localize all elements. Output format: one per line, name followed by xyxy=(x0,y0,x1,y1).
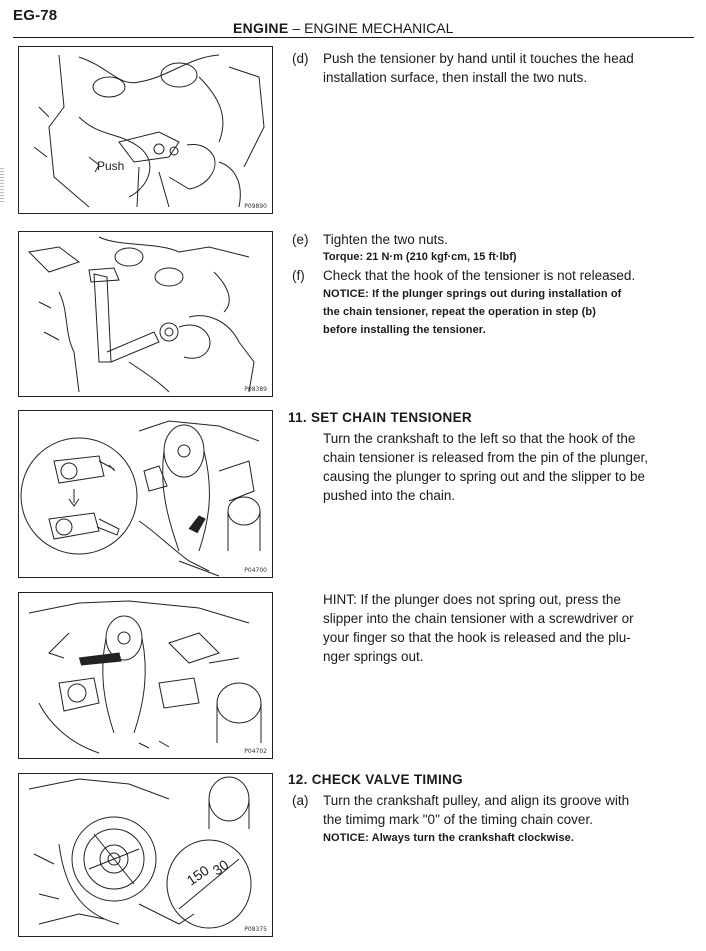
illustration-screwdriver xyxy=(19,593,272,758)
step-a-line2: the timimg mark "0" of the timing chain cover. xyxy=(323,812,593,827)
step-d-text xyxy=(323,49,673,87)
figure-code: P09890 xyxy=(244,203,267,210)
push-label: Push xyxy=(97,159,125,173)
step-d-line2: installation surface, then install the two nuts. xyxy=(323,70,588,85)
step-e-line: Tighten the two nuts. xyxy=(323,232,448,247)
hint-line4: nger springs out. xyxy=(323,649,424,664)
figure-code: P04700 xyxy=(244,567,267,574)
figure-code: P04702 xyxy=(244,748,267,755)
torque-spec: Torque: 21 N·m (210 kgf·cm, 15 ft·lbf) xyxy=(323,251,517,263)
header-sub: ENGINE MECHANICAL xyxy=(304,20,454,36)
step-e-text xyxy=(323,230,673,266)
hint-line3: your finger so that the hook is released and the plu- xyxy=(323,630,631,645)
notice-line3: before installing the tensioner. xyxy=(323,324,486,336)
notice-line1: NOTICE: If the plunger springs out during installation of xyxy=(323,288,622,300)
illustration-torque-wrench xyxy=(19,232,272,396)
step-d-letter: (d) xyxy=(292,51,309,66)
dial-mark-30: 30 xyxy=(209,856,232,879)
figure-set-chain-tensioner xyxy=(18,410,273,578)
illustration-crankshaft-pulley xyxy=(19,774,272,936)
notice-clockwise: NOTICE: Always turn the crankshaft clockwise. xyxy=(323,832,575,844)
hint-line1: HINT: If the plunger does not spring out, press the xyxy=(323,592,621,607)
step-f-text xyxy=(323,266,673,339)
section-11-heading: 11. SET CHAIN TENSIONER xyxy=(288,410,472,425)
hint-paragraph xyxy=(323,590,673,666)
step-e-letter: (e) xyxy=(292,232,309,247)
step-f-line: Check that the hook of the tensioner is not released. xyxy=(323,268,636,283)
binding-mark xyxy=(0,168,4,204)
figure-code: P08375 xyxy=(244,926,267,933)
section-11-line4: pushed into the chain. xyxy=(323,488,456,503)
page-header-title xyxy=(233,20,453,36)
section-11-body xyxy=(323,429,673,505)
section-11-line2: chain tensioner is released from the pin of the plunger, xyxy=(323,450,648,465)
figure-push-tensioner xyxy=(18,46,273,214)
illustration-chain-tensioner xyxy=(19,411,272,577)
section-11-line3: causing the plunger to spring out and the slipper to be xyxy=(323,469,645,484)
section-11-line1: Turn the crankshaft to the left so that the hook of the xyxy=(323,431,636,446)
step-a-text xyxy=(323,791,673,847)
step-a-line1: Turn the crankshaft pulley, and align its groove with xyxy=(323,793,630,808)
figure-code: P08389 xyxy=(244,386,267,393)
page-id: EG-78 xyxy=(13,7,58,24)
figure-chain-tensioner-hint xyxy=(18,592,273,759)
header-rule xyxy=(13,37,694,38)
step-d-line1: Push the tensioner by hand until it touches the head xyxy=(323,51,634,66)
section-12-heading: 12. CHECK VALVE TIMING xyxy=(288,772,463,787)
step-f-letter: (f) xyxy=(292,268,305,283)
header-separator: – xyxy=(288,20,305,36)
figure-tighten-nuts xyxy=(18,231,273,397)
step-a-letter: (a) xyxy=(292,793,309,808)
header-main: ENGINE xyxy=(233,20,289,36)
hint-line2: slipper into the chain tensioner with a screwdriver or xyxy=(323,611,634,626)
figure-valve-timing xyxy=(18,773,273,937)
illustration-push-tensioner xyxy=(19,47,272,213)
dial-mark-150: 150 xyxy=(183,861,212,889)
notice-line2: the chain tensioner, repeat the operation in step (b) xyxy=(323,306,597,318)
